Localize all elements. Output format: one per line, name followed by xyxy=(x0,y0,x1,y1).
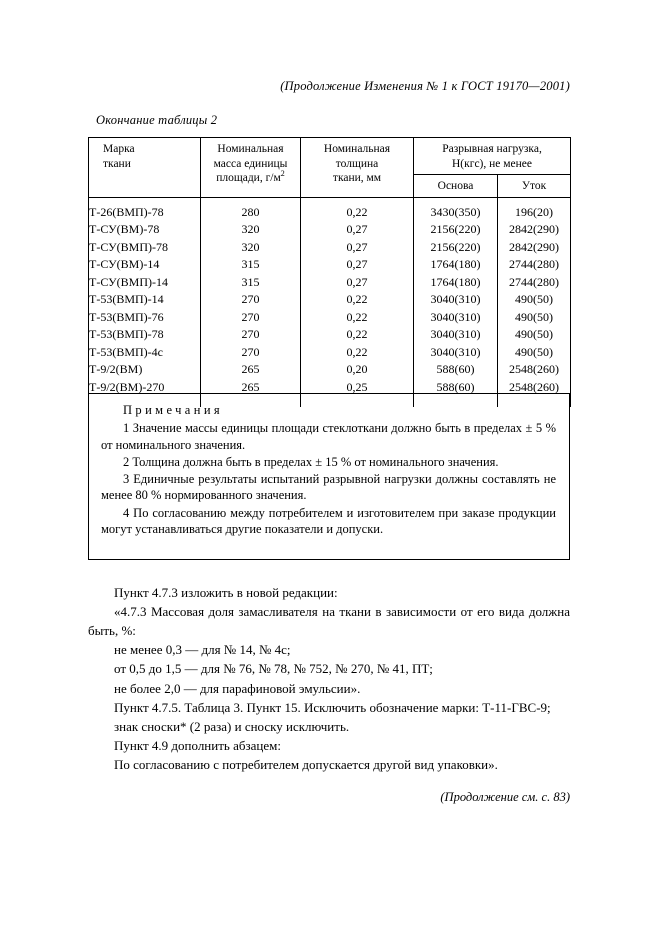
header-mark-line2: ткани xyxy=(103,157,131,170)
cell-osnova: 3430(350) xyxy=(414,197,498,221)
continuation-footer: (Продолжение см. с. 83) xyxy=(440,790,570,804)
cell-thickness: 0,27 xyxy=(301,256,414,274)
cell-utok: 490(50) xyxy=(498,291,571,309)
cell-mass: 320 xyxy=(201,221,301,239)
notes-content xyxy=(89,394,569,537)
table-body xyxy=(89,197,571,407)
table-row xyxy=(89,309,571,327)
cell-mass: 270 xyxy=(201,344,301,362)
cell-utok: 196(20) xyxy=(498,197,571,221)
table-caption: Окончание таблицы 2 xyxy=(96,113,218,127)
cell-mark: Т-53(ВМП)-14 xyxy=(89,291,201,309)
cell-osnova: 3040(310) xyxy=(414,309,498,327)
note-item: 2 Толщина должна быть в пределах ± 15 % от номинального значения. xyxy=(123,454,499,469)
cell-thickness: 0,22 xyxy=(301,344,414,362)
header-mark-line1: Марка xyxy=(103,143,135,155)
cell-mark: Т-9/2(ВМ)-270 xyxy=(89,379,201,408)
cell-osnova: 3040(310) xyxy=(414,344,498,362)
body-paragraph: Пункт 4.7.5. Таблица 3. Пункт 15. Исключить обозначение марки: Т-11-ГВС-9; xyxy=(114,699,551,715)
cell-thickness: 0,27 xyxy=(301,274,414,292)
notes-list xyxy=(101,420,556,537)
cell-thickness: 0,22 xyxy=(301,291,414,309)
header-thickness-line1: Номинальная xyxy=(323,143,391,155)
body-paragraph: Пункт 4.7.3 изложить в новой редакции: xyxy=(114,585,338,600)
cell-utok: 2842(290) xyxy=(498,221,571,239)
cell-mass: 265 xyxy=(201,361,301,379)
cell-utok: 2744(280) xyxy=(498,256,571,274)
body-paragraph: от 0,5 до 1,5 — для № 76, № 78, № 752, № 270, № 41, ПТ; xyxy=(114,661,433,677)
cell-osnova: 1764(180) xyxy=(414,274,498,292)
body-paragraph: Пункт 4.9 дополнить абзацем: xyxy=(114,737,281,753)
cell-utok: 490(50) xyxy=(498,309,571,327)
cell-thickness: 0,27 xyxy=(301,221,414,239)
cell-utok: 2548(260) xyxy=(498,379,571,408)
cell-mark: Т-53(ВМП)-78 xyxy=(89,326,201,344)
cell-utok: 2744(280) xyxy=(498,274,571,292)
cell-mark: Т-СУ(ВМ)-78 xyxy=(89,221,201,239)
header-cell-osnova: Основа xyxy=(414,175,498,198)
note-item: 3 Единичные результаты испытаний разрывной нагрузки должны составлять не менее 80 % нормированного значения. xyxy=(101,472,556,503)
cell-mark: Т-СУ(ВМП)-14 xyxy=(89,274,201,292)
note-item: 1 Значение массы единицы площади стеклоткани должно быть в пределах ± 5 % от номинального значения. xyxy=(101,421,556,452)
note-item: 4 По согласованию между потребителем и изготовителем при заказе продукции могут устанавливаться другие показатели и допуски. xyxy=(101,505,556,536)
body-paragraph: знак сноски* (2 раза) и сноску исключить. xyxy=(114,718,350,734)
notes-box xyxy=(88,393,570,560)
cell-osnova: 2156(220) xyxy=(414,239,498,257)
cell-thickness: 0,27 xyxy=(301,239,414,257)
header-mass-line3: площади, г/м xyxy=(216,172,281,185)
cell-mass: 315 xyxy=(201,256,301,274)
table-row xyxy=(89,221,571,239)
cell-mass: 270 xyxy=(201,326,301,344)
header-thickness-line3: ткани, мм xyxy=(332,172,382,185)
cell-thickness: 0,22 xyxy=(301,326,414,344)
header-cell-mass xyxy=(201,138,301,198)
cell-mass: 270 xyxy=(201,309,301,327)
cell-mark: Т-СУ(ВМ)-14 xyxy=(89,256,201,274)
cell-thickness: 0,22 xyxy=(301,309,414,327)
header-cell-mark xyxy=(89,138,201,198)
specification-table xyxy=(88,137,571,407)
table-row xyxy=(89,274,571,292)
cell-mass: 315 xyxy=(201,274,301,292)
cell-utok: 490(50) xyxy=(498,326,571,344)
cell-osnova: 1764(180) xyxy=(414,256,498,274)
cell-osnova: 588(60) xyxy=(414,379,498,408)
cell-mass: 265 xyxy=(201,379,301,408)
table-header xyxy=(89,138,571,198)
cell-osnova: 3040(310) xyxy=(414,326,498,344)
table-row xyxy=(89,256,571,274)
header-cell-breaking-load xyxy=(414,138,571,175)
body-paragraph: не менее 0,3 — для № 14, № 4с; xyxy=(114,642,291,658)
cell-osnova: 2156(220) xyxy=(414,221,498,239)
table-header-row-1 xyxy=(89,138,571,175)
header-mass-superscript: 2 xyxy=(280,169,285,179)
cell-mark: Т-26(ВМП)-78 xyxy=(89,197,201,221)
table-row xyxy=(89,239,571,257)
header-mass-line1: Номинальная xyxy=(217,143,284,155)
header-load-line2: Н(кгс), не менее xyxy=(452,157,533,170)
cell-thickness: 0,22 xyxy=(301,197,414,221)
cell-mass: 320 xyxy=(201,239,301,257)
cell-osnova: 3040(310) xyxy=(414,291,498,309)
cell-thickness: 0,20 xyxy=(301,361,414,379)
cell-mark: Т-53(ВМП)-76 xyxy=(89,309,201,327)
cell-mark: Т-СУ(ВМП)-78 xyxy=(89,239,201,257)
body-paragraph: не более 2,0 — для парафиновой эмульсии». xyxy=(114,680,361,696)
cell-mass: 280 xyxy=(201,197,301,221)
cell-utok: 2842(290) xyxy=(498,239,571,257)
cell-mass: 270 xyxy=(201,291,301,309)
header-load-line1: Разрывная нагрузка, xyxy=(442,143,542,155)
header-thickness-line2: толщина xyxy=(335,157,379,170)
cell-thickness: 0,25 xyxy=(301,379,414,408)
table-row xyxy=(89,197,571,221)
table-row xyxy=(89,291,571,309)
cell-osnova: 588(60) xyxy=(414,361,498,379)
body-paragraph: По согласованию с потребителем допускается другой вид упаковки». xyxy=(114,756,498,772)
table-row xyxy=(89,361,571,379)
notes-title: Примечания xyxy=(123,403,224,417)
table-row xyxy=(89,344,571,362)
cell-utok: 490(50) xyxy=(498,344,571,362)
header-cell-thickness xyxy=(301,138,414,198)
table-row xyxy=(89,326,571,344)
body-paragraph: «4.7.3 Массовая доля замасливателя на ткани в зависимости от его вида должна быть, %: xyxy=(88,604,570,639)
header-cell-utok: Уток xyxy=(498,175,571,198)
header-mass-line2: масса единицы xyxy=(213,157,288,170)
cell-utok: 2548(260) xyxy=(498,361,571,379)
body-text-block xyxy=(88,583,570,774)
cell-mark: Т-53(ВМП)-4с xyxy=(89,344,201,362)
running-head: (Продолжение Изменения № 1 к ГОСТ 19170—2001) xyxy=(280,79,570,93)
cell-mark: Т-9/2(ВМ) xyxy=(89,361,201,379)
